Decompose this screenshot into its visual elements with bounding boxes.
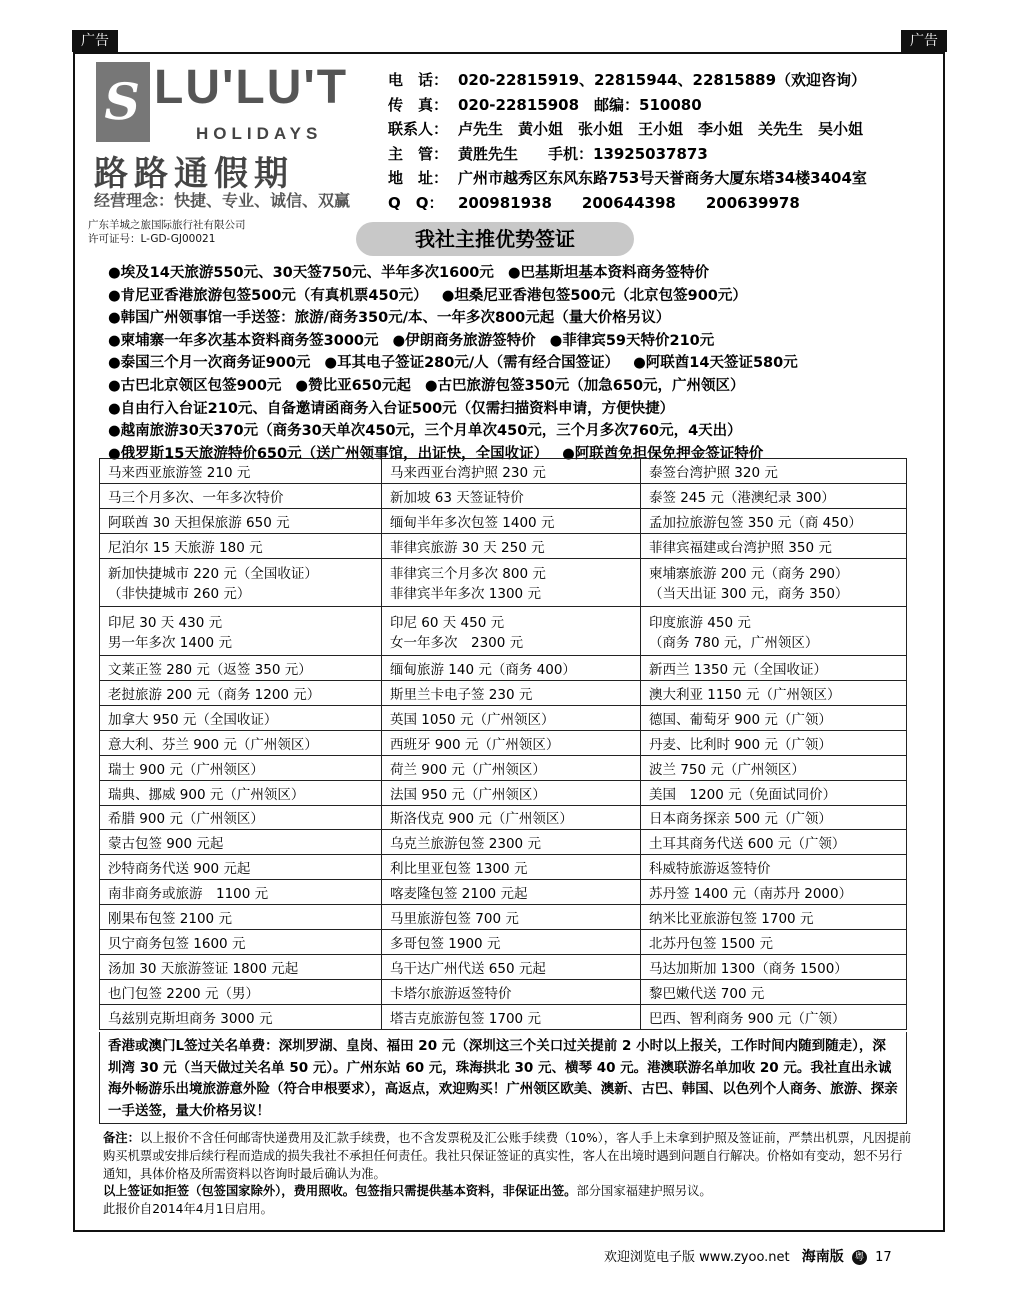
cell-line: 斯洛伐克 900 元（广州领区） xyxy=(390,811,573,828)
cell-line: 加拿大 950 元（全国收证） xyxy=(108,711,278,728)
cell-line: 马里旅游包签 700 元 xyxy=(390,911,519,927)
contact-row xyxy=(388,142,867,167)
featured-visa-row xyxy=(108,420,812,443)
featured-visa-row xyxy=(108,330,812,353)
table-cell xyxy=(382,780,641,805)
cell-line: 纳米比亚旅游包签 1700 元 xyxy=(649,911,814,927)
company-name: 广东羊城之旅国际旅行社有限公司 xyxy=(88,219,246,231)
page-footer xyxy=(604,1246,892,1266)
cell-line: 马三个月多次、一年多次特价 xyxy=(108,489,284,506)
table-cell xyxy=(100,730,382,755)
table-row xyxy=(100,483,907,508)
table-cell xyxy=(382,855,641,880)
cell-line: 新加坡 63 天签证特价 xyxy=(390,489,524,506)
table-cell xyxy=(100,681,382,706)
table-cell xyxy=(641,954,907,979)
cell-line: 乌干达广州代送 650 元起 xyxy=(390,960,546,977)
featured-visa-item: ●阿联酋14天签证580元 xyxy=(633,355,798,372)
table-cell xyxy=(641,483,907,508)
table-row xyxy=(100,830,907,855)
table-row xyxy=(100,1004,907,1029)
logo xyxy=(92,60,362,210)
contact-label: 传 真： xyxy=(388,95,449,114)
table-cell xyxy=(100,929,382,954)
contact-row xyxy=(388,93,867,118)
table-cell xyxy=(382,755,641,780)
cell-line: 卡塔尔旅游返签特价 xyxy=(390,985,512,1002)
table-cell xyxy=(382,681,641,706)
table-cell xyxy=(382,830,641,855)
cell-line: 文莱正签 280 元（返签 350 元） xyxy=(108,662,312,679)
cell-line: 英国 1050 元（广州领区） xyxy=(390,711,555,728)
ad-label-left: 广告 xyxy=(72,30,118,52)
featured-visa-item: ●菲律宾59天特价210元 xyxy=(549,332,715,349)
cell-line: 马达加斯加 1300（商务 1500） xyxy=(649,960,848,977)
featured-visa-item: ●埃及14天旅游550元、30天签750元、半年多次1600元 xyxy=(108,265,494,281)
table-cell xyxy=(641,755,907,780)
contact-value: 广州市越秀区东风东路753号天誉商务大厦东塔34楼3404室 xyxy=(458,169,867,187)
featured-visa-item: ●自由行入台证210元、自备邀请函商务入台证500元（仅需扫描资料申请，方便快捷） xyxy=(108,400,675,417)
featured-visa-item: ●肯尼亚香港旅游包签500元（有真机票450元） xyxy=(108,287,428,304)
contact-label: 联系人： xyxy=(388,120,449,138)
table-cell xyxy=(100,483,382,508)
featured-visa-item: ●越南旅游30天370元（商务30天单次450元，三个月单次450元，三个月多次760元，4天出） xyxy=(108,423,742,440)
cell-line: 德国、葡萄牙 900 元（广领） xyxy=(649,711,832,728)
company-info xyxy=(88,218,246,246)
featured-visa-item: ●俄罗斯15天旅游特价650元（送广州领事馆，出证快，全国收证） xyxy=(108,445,549,462)
table-cell xyxy=(100,607,382,656)
contact-block xyxy=(388,68,867,215)
featured-visa-row xyxy=(108,285,812,308)
table-cell xyxy=(382,805,641,830)
table-cell xyxy=(100,533,382,558)
featured-visa-item: ●赞比亚650元起 xyxy=(295,377,411,394)
table-row xyxy=(100,656,907,681)
table-cell xyxy=(641,508,907,533)
table-row xyxy=(100,929,907,954)
cell-line: 美国 1200 元（免面试同价） xyxy=(649,786,837,803)
contact-value: 卢先生 黄小姐 张小姐 王小姐 李小姐 关先生 吴小姐 xyxy=(458,120,864,138)
featured-visa-item: ●柬埔寨一年多次基本资料商务签3000元 xyxy=(108,332,379,349)
cell-line: 丹麦、比利时 900 元（广领） xyxy=(649,736,832,753)
logo-brand: LU'LU'T xyxy=(154,61,349,114)
table-cell xyxy=(382,730,641,755)
table-cell xyxy=(641,459,907,484)
logo-mark-icon: S xyxy=(96,62,150,142)
contact-row xyxy=(388,191,867,216)
table-cell xyxy=(382,929,641,954)
table-cell xyxy=(641,533,907,558)
cell-line: 泰签 245 元（港澳纪录 300） xyxy=(649,489,835,506)
contact-row xyxy=(388,68,867,93)
featured-visa-item: ●伊朗商务旅游签特价 xyxy=(392,332,536,349)
cell-line: 利比里亚包签 1300 元 xyxy=(390,861,528,878)
cell-line: 南非商务或旅游 1100 元 xyxy=(108,886,269,903)
cell-line: 法国 950 元（广州领区） xyxy=(390,786,546,803)
table-row xyxy=(100,705,907,730)
featured-visa-item: ●耳其电子签证280元/人（需有经合国签证） xyxy=(324,355,620,372)
cell-line: 孟加拉旅游包签 350 元（商 450） xyxy=(649,514,862,531)
cell-line: 柬埔寨旅游 200 元（商务 290） xyxy=(649,566,849,583)
table-cell xyxy=(382,880,641,905)
cell-line: 北苏丹包签 1500 元 xyxy=(649,935,773,952)
cell-line: 新西兰 1350 元（全国收证） xyxy=(649,662,827,679)
featured-visa-row xyxy=(108,375,812,398)
cell-line: 喀麦隆包签 2100 元起 xyxy=(390,886,528,903)
table-row xyxy=(100,459,907,484)
table-cell xyxy=(382,705,641,730)
footer-site-text: 欢迎浏览电子版 www.zyoo.net xyxy=(604,1250,790,1265)
cell-line: 尼泊尔 15 天旅游 180 元 xyxy=(108,539,263,556)
cell-line: 刚果布包签 2100 元 xyxy=(108,911,232,927)
contact-label: 电 话： xyxy=(388,71,449,89)
table-cell xyxy=(382,905,641,930)
table-row xyxy=(100,905,907,930)
cell-line: 阿联酋 30 天担保旅游 650 元 xyxy=(108,514,290,531)
table-cell xyxy=(641,558,907,607)
contact-label: 主 管： xyxy=(388,144,449,163)
license-number: 许可证号：L-GD-GJ00021 xyxy=(88,233,216,245)
contact-value: 黄胜先生 手机：13925037873 xyxy=(458,144,708,163)
cell-line: 马来西亚台湾护照 230 元 xyxy=(390,464,546,481)
table-cell xyxy=(100,705,382,730)
cell-line: 蒙古包签 900 元起 xyxy=(108,836,224,853)
cell-line: 荷兰 900 元（广州领区） xyxy=(390,761,546,778)
cell-line: 多哥包签 1900 元 xyxy=(390,935,501,952)
table-cell xyxy=(641,855,907,880)
cell-line: 澳大利亚 1150 元（广州领区） xyxy=(649,686,841,703)
remarks-text: 以上报价不含任何邮寄快递费用及汇款手续费，也不含发票税及汇公账手续费（10%），客人手上未拿到护照及签证前，严禁出机票，凡因提前购买机票或安排后续行程而造成的损失我社不承担任何责任。我社只保证签证的真实性，客人在出境时遇到问题自行解决。价格如有变动，恕不另行通知，具体价格及所需资料以咨询时最后确认为准。 xyxy=(103,1131,912,1181)
effective-date: 此报价自2014年4月1日启用。 xyxy=(103,1202,273,1217)
featured-visa-row xyxy=(108,262,812,285)
table-cell xyxy=(100,755,382,780)
cell-line: 科威特旅游返签特价 xyxy=(649,861,771,878)
hk-macau-note: 香港或澳门L签过关名单费：深圳罗湖、皇岗、福田 20 元（深圳这三个关口过关提前 2 小时以上报关，工作时间内随到随走），深圳湾 30 元（当天做过关名单 50 元）。广州东站 60 元，珠海拱北 30 元、横琴 40 元。港澳联游名单加收 20 元。我社直出永诚海外畅游乐出境旅游意外险（符合申根要求），高返点，欢迎购买！广州领区欧美、澳新、古巴、韩国、以色列个人商务、旅游、探亲一手送签，量大价格另议！ xyxy=(99,1032,907,1124)
cell-line: 瑞士 900 元（广州领区） xyxy=(108,761,264,778)
region-badge-icon: 粤 xyxy=(852,1250,867,1265)
logo-sub: HOLIDAYS xyxy=(196,124,323,143)
remarks-bold: 以上签证如拒签（包签国家除外），费用照收。包签指只需提供基本资料，非保证出签。 xyxy=(103,1184,577,1199)
table-cell xyxy=(382,607,641,656)
featured-visa-row xyxy=(108,307,812,330)
cell-line: 巴西、智利商务 900 元（广领） xyxy=(649,1010,846,1027)
contact-value: 020-22815919、22815944、22815889（欢迎咨询） xyxy=(458,71,867,89)
contact-value: 200981938 200644398 200639978 xyxy=(458,193,800,212)
table-cell xyxy=(100,459,382,484)
cell-line: （非快捷城市 260 元） xyxy=(108,586,251,603)
logo-chinese-name: 路路通假期 xyxy=(94,154,294,194)
cell-line: 菲律宾半年多次 1300 元 xyxy=(390,586,541,603)
table-cell xyxy=(382,459,641,484)
table-cell xyxy=(100,880,382,905)
contact-label: Q Q： xyxy=(388,193,444,212)
cell-line: 乌克兰旅游包签 2300 元 xyxy=(390,836,541,853)
cell-line: （当天出证 300 元，商务 350） xyxy=(649,586,849,603)
cell-line: 黎巴嫩代送 700 元 xyxy=(649,985,765,1002)
table-cell xyxy=(100,855,382,880)
table-cell xyxy=(641,979,907,1004)
table-row xyxy=(100,979,907,1004)
remarks-label: 备注： xyxy=(103,1131,140,1145)
cell-line: 菲律宾福建或台湾护照 350 元 xyxy=(649,539,832,556)
table-cell xyxy=(100,656,382,681)
featured-visa-item: ●古巴北京领区包签900元 xyxy=(108,377,282,394)
table-cell xyxy=(641,656,907,681)
table-cell xyxy=(382,483,641,508)
logo-slogan: 经营理念：快捷、专业、诚信、双赢 xyxy=(94,191,351,210)
contact-label: 地 址： xyxy=(388,169,449,187)
table-cell xyxy=(641,681,907,706)
featured-visa-item: ●巴基斯坦基本资料商务签特价 xyxy=(507,265,710,281)
cell-line: 缅甸旅游 140 元（商务 400） xyxy=(390,662,576,679)
cell-line: 瑞典、挪威 900 元（广州领区） xyxy=(108,786,305,803)
cell-line: 菲律宾三个月多次 800 元 xyxy=(390,566,546,583)
visa-price-table xyxy=(99,458,907,1030)
table-row xyxy=(100,880,907,905)
table-cell xyxy=(382,656,641,681)
table-cell xyxy=(641,830,907,855)
table-row xyxy=(100,855,907,880)
table-row xyxy=(100,730,907,755)
table-cell xyxy=(641,805,907,830)
contact-row xyxy=(388,117,867,142)
remarks-text-2: 部分国家福建护照另议。 xyxy=(576,1184,712,1199)
edition-label: 海南版 xyxy=(801,1249,844,1265)
cell-line: 土耳其商务代送 600 元（广领） xyxy=(649,836,846,853)
page-number: 17 xyxy=(875,1250,892,1265)
table-cell xyxy=(100,954,382,979)
table-cell xyxy=(382,979,641,1004)
featured-visa-item: ●古巴旅游包签350元（加急650元，广州领区） xyxy=(424,377,745,394)
cell-line: 沙特商务代送 900 元起 xyxy=(108,861,251,878)
featured-visa-item: ●坦桑尼亚香港包签500元（北京包签900元） xyxy=(441,287,747,304)
cell-line: 也门包签 2200 元（男） xyxy=(108,985,259,1002)
cell-line: 希腊 900 元（广州领区） xyxy=(108,811,264,828)
cell-line: 女一年多次 2300 元 xyxy=(390,635,524,652)
cell-line: 斯里兰卡电子签 230 元 xyxy=(390,686,533,703)
table-row xyxy=(100,533,907,558)
table-cell xyxy=(641,929,907,954)
cell-line: 印尼 60 天 450 元 xyxy=(390,615,505,632)
cell-line: 汤加 30 天旅游签证 1800 元起 xyxy=(108,960,299,977)
cell-line: 菲律宾旅游 30 天 250 元 xyxy=(390,539,545,556)
cell-line: 印尼 30 天 430 元 xyxy=(108,615,223,632)
cell-line: 波兰 750 元（广州领区） xyxy=(649,761,805,778)
table-row xyxy=(100,780,907,805)
contact-row xyxy=(388,166,867,191)
table-cell xyxy=(382,558,641,607)
cell-line: 塔吉克旅游包签 1700 元 xyxy=(390,1010,541,1027)
cell-line: 日本商务探亲 500 元（广领） xyxy=(649,811,832,828)
table-cell xyxy=(641,730,907,755)
featured-visa-list xyxy=(108,262,812,465)
featured-visa-item: ●泰国三个月一次商务证900元 xyxy=(108,355,311,372)
table-cell xyxy=(100,830,382,855)
table-cell xyxy=(100,1004,382,1029)
cell-line: 泰签台湾护照 320 元 xyxy=(649,464,778,481)
table-cell xyxy=(641,780,907,805)
table-row xyxy=(100,681,907,706)
table-row xyxy=(100,805,907,830)
cell-line: 男一年多次 1400 元 xyxy=(108,635,232,652)
table-row xyxy=(100,954,907,979)
cell-line: 乌兹别克斯坦商务 3000 元 xyxy=(108,1010,273,1027)
featured-visa-item: ●韩国广州领事馆一手送签：旅游/商务350元/本、一年多次800元起（量大价格另议） xyxy=(108,310,671,327)
table-cell xyxy=(382,954,641,979)
cell-line: 印度旅游 450 元 xyxy=(649,615,751,632)
cell-line: （商务 780 元，广州领区） xyxy=(649,635,819,652)
table-cell xyxy=(641,705,907,730)
table-cell xyxy=(100,780,382,805)
table-cell xyxy=(641,880,907,905)
cell-line: 贝宁商务包签 1600 元 xyxy=(108,935,246,952)
contact-value: 020-22815908 邮编：510080 xyxy=(458,95,702,114)
featured-visa-row xyxy=(108,352,812,375)
table-row xyxy=(100,558,907,607)
cell-line: 马来西亚旅游签 210 元 xyxy=(108,464,251,481)
cell-line: 老挝旅游 200 元（商务 1200 元） xyxy=(108,686,321,703)
remarks xyxy=(103,1130,913,1219)
table-cell xyxy=(100,558,382,607)
table-cell xyxy=(100,508,382,533)
cell-line: 新加快捷城市 220 元（全国收证） xyxy=(108,566,318,583)
table-cell xyxy=(641,1004,907,1029)
cell-line: 苏丹签 1400 元（南苏丹 2000） xyxy=(649,886,853,903)
table-row xyxy=(100,508,907,533)
table-cell xyxy=(382,533,641,558)
table-cell xyxy=(641,607,907,656)
table-cell xyxy=(382,1004,641,1029)
cell-line: 西班牙 900 元（广州领区） xyxy=(390,736,560,753)
table-row xyxy=(100,607,907,656)
featured-visa-item: ●阿联酋免担保免押金签证特价 xyxy=(562,445,764,462)
featured-visa-row xyxy=(108,398,812,421)
table-cell xyxy=(100,979,382,1004)
cell-line: 意大利、芬兰 900 元（广州领区） xyxy=(108,736,318,753)
table-cell xyxy=(382,508,641,533)
table-cell xyxy=(100,805,382,830)
cell-line: 缅甸半年多次包签 1400 元 xyxy=(390,514,555,531)
ad-label-right: 广告 xyxy=(901,30,947,52)
table-cell xyxy=(641,905,907,930)
table-cell xyxy=(100,905,382,930)
featured-visa-banner: 我社主推优势签证 xyxy=(356,222,634,256)
table-row xyxy=(100,755,907,780)
